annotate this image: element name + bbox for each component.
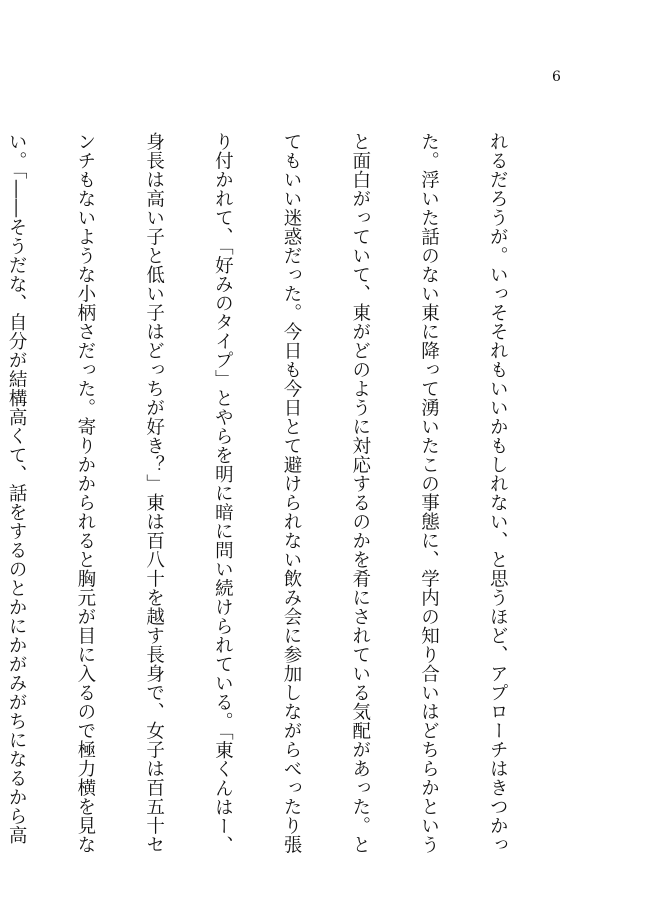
text-column: ンチもないような小柄さだった。寄りかかられると胸元が目に入るので極力横を見な <box>74 132 96 854</box>
body-text <box>0 132 554 855</box>
text-column: い。「――そうだな、自分が結構高くて、話をするのとかにかがみがちになるから高 <box>6 132 28 845</box>
text-column: た。浮いた話のない東に降って湧いたこの事態に、学内の知り合いはどちらかという <box>418 132 440 854</box>
text-column: 身長は高い子と低い子はどっちが好き？」東は百八十を越す長身で、女子は百五十セ <box>143 132 165 854</box>
text-column: てもいい迷惑だった。今日も今日とて避けられない飲み会に参加しながらべったり張 <box>281 132 303 854</box>
page-number: 6 <box>552 69 561 85</box>
text-column: り付かれて、「好みのタイプ」とやらを明に暗に問い続けられている。「東くんはー、 <box>212 132 234 855</box>
text-column: れるだろうが。いっそそれもいいかもしれない、と思うほど、アプローチはきつかっ <box>487 132 509 854</box>
text-column: と面白がっていて、東がどのように対応するのかを肴にされている気配があった。と <box>349 132 371 854</box>
